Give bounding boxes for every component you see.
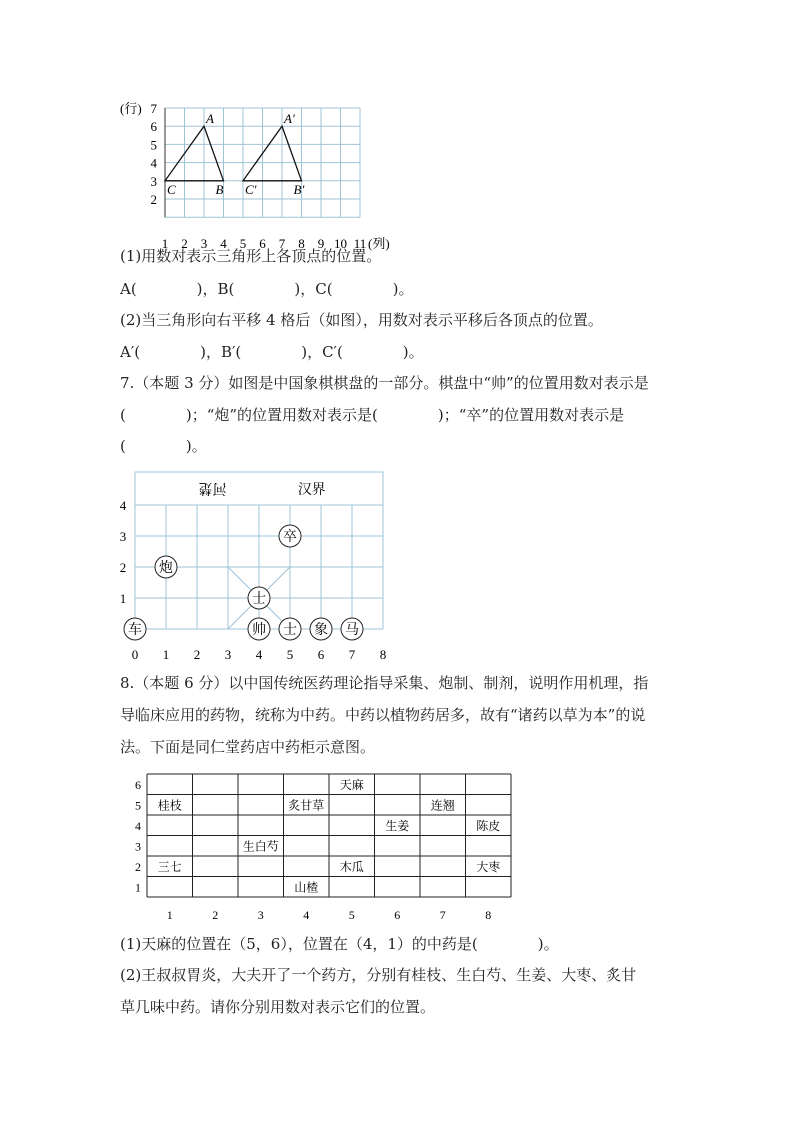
y-tick-label: 2 (150, 192, 157, 207)
y-tick-label: 3 (150, 173, 157, 189)
triangles (165, 126, 302, 181)
x-tick-label: 0 (131, 647, 139, 662)
triangle-abc-moved (243, 126, 302, 181)
x-tick-label: 11 (353, 236, 367, 252)
chess-piece-label: 马 (345, 623, 359, 638)
x-tick-label: 3 (200, 236, 208, 252)
q7-line-2[interactable]: ( )；“炮”的位置用数对表示是( )；“卒”的位置用数对表示是 (120, 406, 625, 424)
col-label: 5 (348, 908, 355, 922)
grid-lines (165, 108, 360, 217)
triangle-grid-figure (118, 98, 418, 252)
x-tick-label: 8 (379, 647, 387, 662)
river-text-chu: 河楚 (198, 480, 227, 495)
y-tick-label: 3 (119, 529, 127, 544)
col-label: 4 (303, 908, 310, 922)
x-tick-label: 8 (298, 236, 305, 252)
x-tick-label: 2 (193, 647, 201, 662)
herb-label: 大枣 (476, 860, 501, 874)
q7-line-1: 7.（本题 3 分）如图是中国象棋棋盘的一部分。棋盘中“帅”的位置用数对表示是 (120, 374, 649, 392)
chess-piece-label: 炮 (159, 561, 173, 576)
x-tick-label: 4 (220, 236, 227, 252)
vertex-label-c: C (167, 181, 176, 197)
row-label: 6 (135, 778, 141, 792)
herb-label: 连翘 (430, 798, 455, 813)
q6-part1-answer-blanks[interactable]: A( )，B( )，C( )。 (120, 280, 414, 298)
x-tick-label: 4 (255, 647, 263, 662)
x-tick-label: 1 (162, 647, 170, 662)
herb-label: 陈皮 (476, 819, 501, 833)
y-tick-label: 7 (150, 101, 157, 116)
row-label: 5 (135, 798, 141, 813)
vertex-label-c-moved: C′ (245, 181, 257, 197)
q8-part2-line-2: 草几味中药。请你分别用数对表示它们的位置。 (120, 998, 436, 1016)
x-tick-label: 10 (334, 236, 347, 252)
x-tick-label: 2 (181, 236, 188, 252)
triangle-abc (165, 126, 224, 181)
herb-label: 桂枝 (157, 798, 182, 813)
herb-label: 山楂 (294, 880, 319, 895)
col-label: 7 (439, 908, 446, 922)
y-tick-label: 5 (150, 137, 157, 153)
herb-label: 生姜 (385, 819, 410, 833)
herb-label: 天麻 (339, 778, 364, 792)
q6-part2-prompt: (2)当三角形向右平移 4 格后（如图），用数对表示平移后各顶点的位置。 (120, 311, 603, 329)
x-tick-label: 7 (348, 647, 356, 662)
y-tick-label: 4 (119, 498, 127, 513)
herb-label: 三七 (157, 860, 182, 874)
medicine-cabinet-figure (125, 768, 525, 920)
herb-label: 木瓜 (339, 860, 364, 874)
x-axis-unit: (列) (368, 236, 390, 252)
row-label: 4 (135, 819, 141, 833)
q6-part1-prompt: (1)用数对表示三角形上各顶点的位置。 (120, 247, 382, 265)
q8-line-1: 8.（本题 6 分）以中国传统医药理论指导采集、炮制、制剂，说明作用机理，指 (120, 674, 649, 692)
chess-board-figure (115, 466, 405, 664)
cabinet-labels (135, 778, 500, 922)
chess-piece-label: 卒 (283, 530, 297, 545)
cabinet-grid (147, 774, 511, 897)
x-tick-label: 3 (224, 647, 232, 662)
y-tick-label: 2 (119, 560, 127, 575)
y-axis-unit: (行) (120, 101, 142, 116)
y-tick-label: 6 (150, 119, 157, 135)
x-tick-label: 5 (286, 647, 294, 662)
col-label: 6 (394, 908, 401, 922)
x-tick-label: 7 (278, 236, 286, 252)
col-label: 1 (166, 908, 173, 922)
y-tick-label: 4 (150, 155, 157, 171)
x-tick-label: 6 (317, 647, 325, 662)
x-tick-label: 6 (259, 236, 266, 252)
chess-piece-label: 士 (252, 592, 266, 607)
q8-line-3: 法。下面是同仁堂药店中药柜示意图。 (120, 738, 376, 756)
col-label: 3 (257, 908, 264, 922)
vertex-label-b: B (215, 181, 224, 197)
vertex-label-a: A (206, 111, 214, 127)
q8-line-2: 导临床应用的药物，统称为中药。中药以植物药居多，故有“诸药以草为本”的说 (120, 706, 646, 724)
chess-piece-label: 士 (283, 623, 297, 638)
q8-part1[interactable]: (1)天麻的位置在（5，6），位置在（4，1）的中药是( )。 (120, 935, 559, 953)
herb-label: 生白芍 (242, 839, 279, 854)
row-label: 1 (135, 880, 141, 895)
chess-piece-label: 帅 (252, 623, 266, 638)
vertex-label-b-moved: B′ (293, 181, 305, 197)
col-label: 2 (212, 908, 219, 922)
y-tick-label: 1 (119, 591, 127, 606)
chess-piece-label: 车 (128, 623, 142, 638)
river-border (135, 472, 383, 505)
col-label: 8 (485, 908, 492, 922)
chess-piece-label: 象 (314, 623, 328, 638)
herb-label: 炙甘草 (288, 798, 325, 813)
q7-line-3[interactable]: ( )。 (120, 437, 207, 455)
axis-labels (120, 101, 390, 251)
row-label: 3 (135, 839, 141, 854)
q6-part2-answer-blanks[interactable]: A′( )，B′( )，C′( )。 (120, 343, 424, 361)
row-label: 2 (135, 860, 141, 874)
x-tick-label: 9 (317, 236, 325, 252)
x-tick-label: 1 (161, 236, 169, 252)
q8-part2-line-1: (2)王叔叔胃炎，大夫开了一个药方，分别有桂枝、生白芍、生姜、大枣、炙甘 (120, 966, 637, 984)
vertex-label-a-moved: A′ (284, 111, 295, 127)
river-text-han: 汉界 (297, 483, 326, 498)
x-tick-label: 5 (239, 236, 247, 252)
